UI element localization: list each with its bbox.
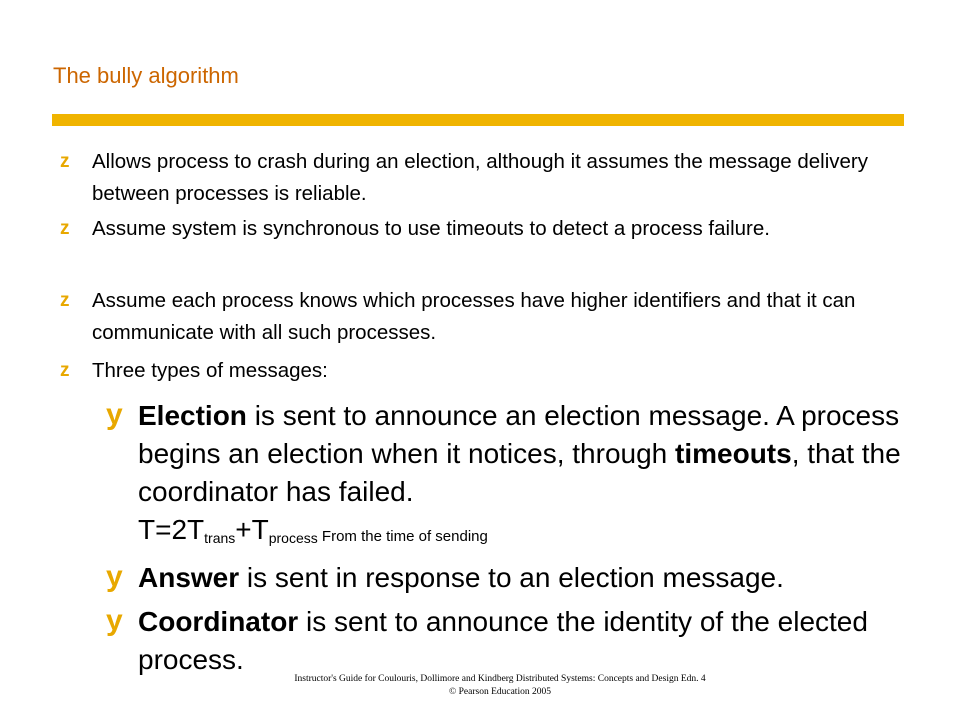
sub-bullet-text <box>138 559 906 597</box>
footer-line-2: © Pearson Education 2005 <box>449 687 551 697</box>
bullet-text: Allows process to crash during an election, although it assumes the message delivery between processes is reliable. <box>92 150 868 205</box>
sub-bullet-answer <box>106 559 906 597</box>
answer-term: Answer <box>138 562 240 593</box>
bullet-item-3 <box>52 285 912 349</box>
formula-note: From the time of sending <box>317 528 488 545</box>
formula-sub-process: process <box>268 530 318 546</box>
sub-bullet-text <box>138 603 906 679</box>
coordinator-term: Coordinator <box>138 606 299 637</box>
timeouts-term: timeouts <box>675 438 792 469</box>
election-term: Election <box>138 400 247 431</box>
election-text-b: , that the coordinator has failed. <box>138 438 901 507</box>
election-text-a: is sent to announce an election message. A process begins an election when it notices, through <box>138 400 900 469</box>
slide-footer <box>230 673 770 699</box>
bullet-item-4 <box>52 355 912 387</box>
bullet-text: Assume system is synchronous to use timeouts to detect a process failure. <box>92 217 770 240</box>
footer-line-1: Instructor's Guide for Coulouris, Dollimore and Kindberg Distributed Systems: Concepts and Design Edn. 4 <box>294 674 706 684</box>
bullet-text: Three types of messages: <box>92 359 328 382</box>
bullet-item-2 <box>52 213 912 245</box>
bullet-item-1 <box>52 146 912 210</box>
bullet-icon: z <box>60 151 70 172</box>
bullet-text: Assume each process knows which processes have higher identifiers and that it can communicate with all such processes. <box>92 289 856 344</box>
bullet-icon: z <box>60 360 70 381</box>
formula-t: T=2T <box>138 514 205 545</box>
answer-text: is sent in response to an election message. <box>239 562 784 593</box>
sub-bullet-icon: y <box>106 604 123 637</box>
coordinator-text: is sent to announce the identity of the elected process. <box>138 606 868 675</box>
formula-plus: +T <box>235 514 269 545</box>
title-underline-bar <box>52 114 904 126</box>
bullet-icon: z <box>60 218 70 239</box>
sub-bullet-text <box>138 397 906 557</box>
sub-bullet-election <box>106 397 906 557</box>
sub-bullet-icon: y <box>106 398 123 431</box>
sub-bullet-coordinator <box>106 603 906 679</box>
sub-bullet-icon: y <box>106 560 123 593</box>
bullet-icon: z <box>60 290 70 311</box>
formula-sub-trans: trans <box>204 530 236 546</box>
slide-title: The bully algorithm <box>53 63 239 88</box>
